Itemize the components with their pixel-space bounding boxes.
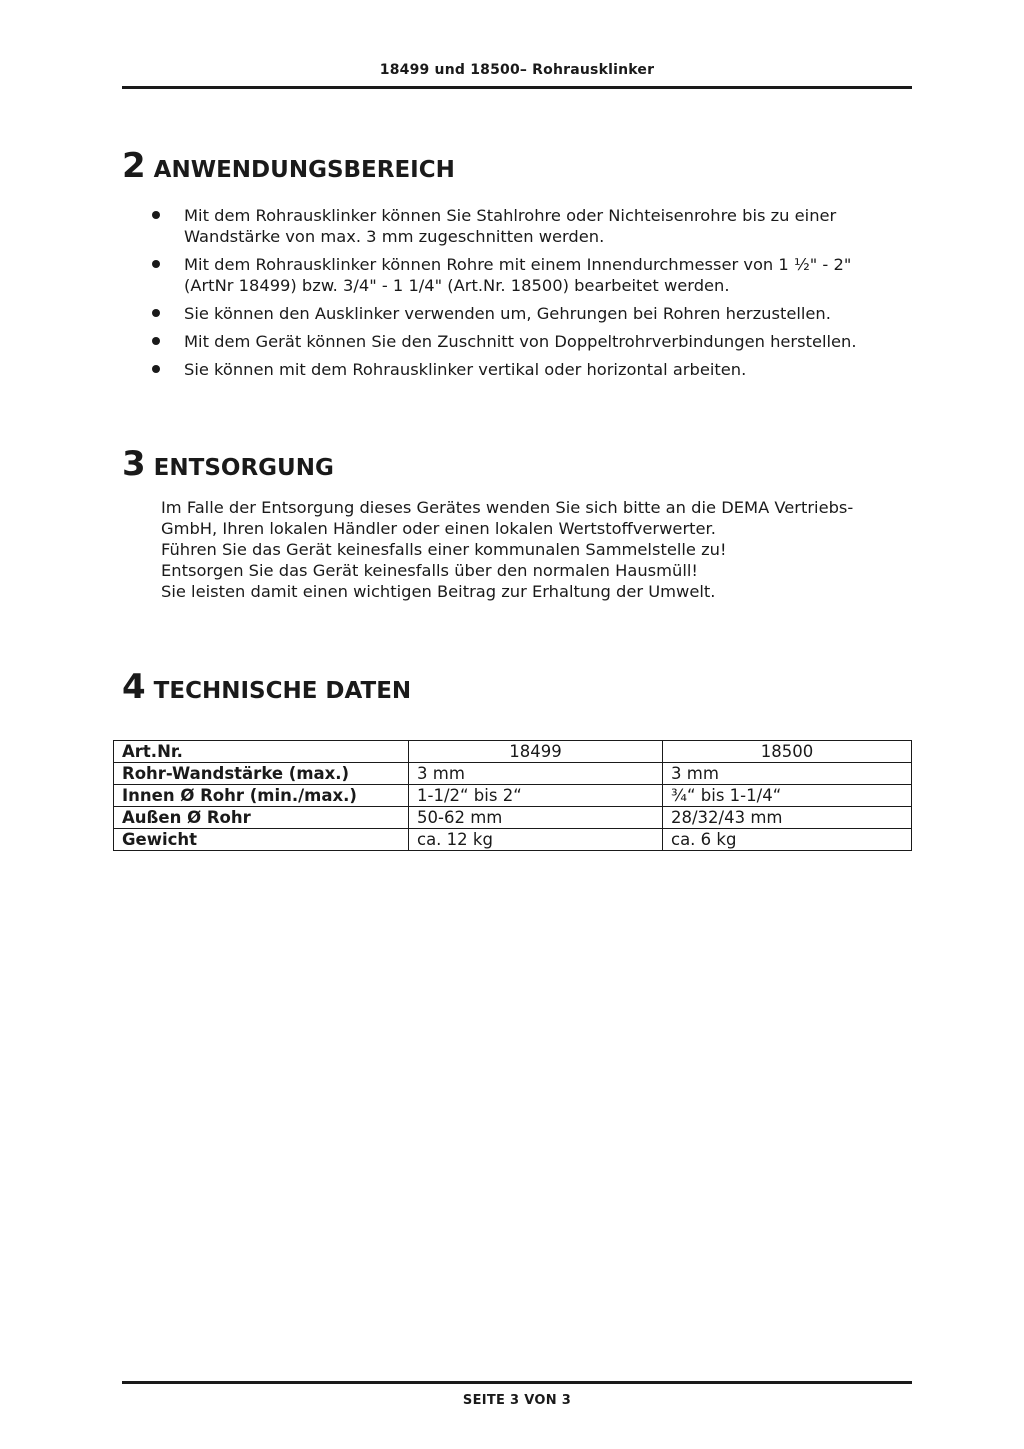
page-number-footer: SEITE 3 VON 3 bbox=[462, 1393, 572, 1408]
list-item bbox=[150, 303, 920, 324]
table-cell: 50-62 mm bbox=[409, 807, 663, 829]
list-item bbox=[150, 205, 920, 247]
table-cell: Rohr-Wandstärke (max.) bbox=[114, 763, 409, 785]
bullet-icon bbox=[152, 337, 160, 345]
section-3-number: 3 bbox=[122, 444, 146, 484]
bullet-icon bbox=[152, 260, 160, 268]
page-header-title: 18499 und 18500– Rohrausklinker bbox=[379, 62, 655, 78]
bullet-line: (ArtNr 18499) bzw. 3/4" - 1 1/4" (Art.Nr. 18500) bearbeitet werden. bbox=[184, 276, 730, 295]
table-cell: Außen Ø Rohr bbox=[114, 807, 409, 829]
section-4-title: TECHNISCHE DATEN bbox=[153, 678, 412, 704]
section-4-number: 4 bbox=[122, 667, 146, 707]
table-header-cell: 18500 bbox=[663, 741, 912, 763]
section-3-title: ENTSORGUNG bbox=[153, 455, 334, 481]
section-3-heading bbox=[122, 444, 334, 484]
table-cell: 28/32/43 mm bbox=[663, 807, 912, 829]
bullet-line: Sie können mit dem Rohrausklinker vertikal oder horizontal arbeiten. bbox=[184, 360, 747, 379]
paragraph-line: Im Falle der Entsorgung dieses Gerätes wenden Sie sich bitte an die DEMA Vertriebs- bbox=[161, 498, 854, 517]
table-cell: ca. 12 kg bbox=[409, 829, 663, 851]
table-cell: 1-1/2“ bis 2“ bbox=[409, 785, 663, 807]
paragraph-line: Führen Sie das Gerät keinesfalls einer kommunalen Sammelstelle zu! bbox=[161, 540, 727, 559]
table-cell: ca. 6 kg bbox=[663, 829, 912, 851]
section-2-heading bbox=[122, 146, 455, 186]
bullet-line: Mit dem Rohrausklinker können Sie Stahlrohre oder Nichteisenrohre bis zu einer bbox=[184, 206, 837, 225]
table-row bbox=[114, 785, 912, 807]
footer-rule bbox=[122, 1381, 912, 1384]
table-header-row bbox=[114, 741, 912, 763]
header-rule bbox=[122, 86, 912, 89]
list-item bbox=[150, 331, 920, 352]
section-2-bullet-list bbox=[150, 205, 920, 387]
section-4-heading bbox=[122, 667, 411, 707]
table-row bbox=[114, 763, 912, 785]
list-item bbox=[150, 359, 920, 380]
paragraph-line: GmbH, Ihren lokalen Händler oder einen lokalen Wertstoffverwerter. bbox=[161, 519, 716, 538]
table-cell: 3 mm bbox=[409, 763, 663, 785]
bullet-icon bbox=[152, 365, 160, 373]
bullet-line: Sie können den Ausklinker verwenden um, Gehrungen bei Rohren herzustellen. bbox=[184, 304, 831, 323]
list-item bbox=[150, 254, 920, 296]
bullet-icon bbox=[152, 211, 160, 219]
table-row bbox=[114, 807, 912, 829]
paragraph-line: Entsorgen Sie das Gerät keinesfalls über den normalen Hausmüll! bbox=[161, 561, 698, 580]
table-header-cell: Art.Nr. bbox=[114, 741, 409, 763]
table-cell: 3 mm bbox=[663, 763, 912, 785]
table-cell: ¾“ bis 1-1/4“ bbox=[663, 785, 912, 807]
bullet-line: Mit dem Rohrausklinker können Rohre mit einem Innendurchmesser von 1 ½" - 2" bbox=[184, 255, 852, 274]
paragraph-line: Sie leisten damit einen wichtigen Beitrag zur Erhaltung der Umwelt. bbox=[161, 582, 716, 601]
table-cell: Innen Ø Rohr (min./max.) bbox=[114, 785, 409, 807]
section-3-paragraph bbox=[161, 497, 921, 602]
technical-data-table bbox=[113, 740, 912, 851]
section-2-number: 2 bbox=[122, 146, 146, 186]
table-header-cell: 18499 bbox=[409, 741, 663, 763]
bullet-line: Wandstärke von max. 3 mm zugeschnitten werden. bbox=[184, 227, 605, 246]
table-cell: Gewicht bbox=[114, 829, 409, 851]
section-2-title: ANWENDUNGSBEREICH bbox=[153, 157, 455, 183]
table-row bbox=[114, 829, 912, 851]
bullet-icon bbox=[152, 309, 160, 317]
bullet-line: Mit dem Gerät können Sie den Zuschnitt von Doppeltrohrverbindungen herstellen. bbox=[184, 332, 857, 351]
